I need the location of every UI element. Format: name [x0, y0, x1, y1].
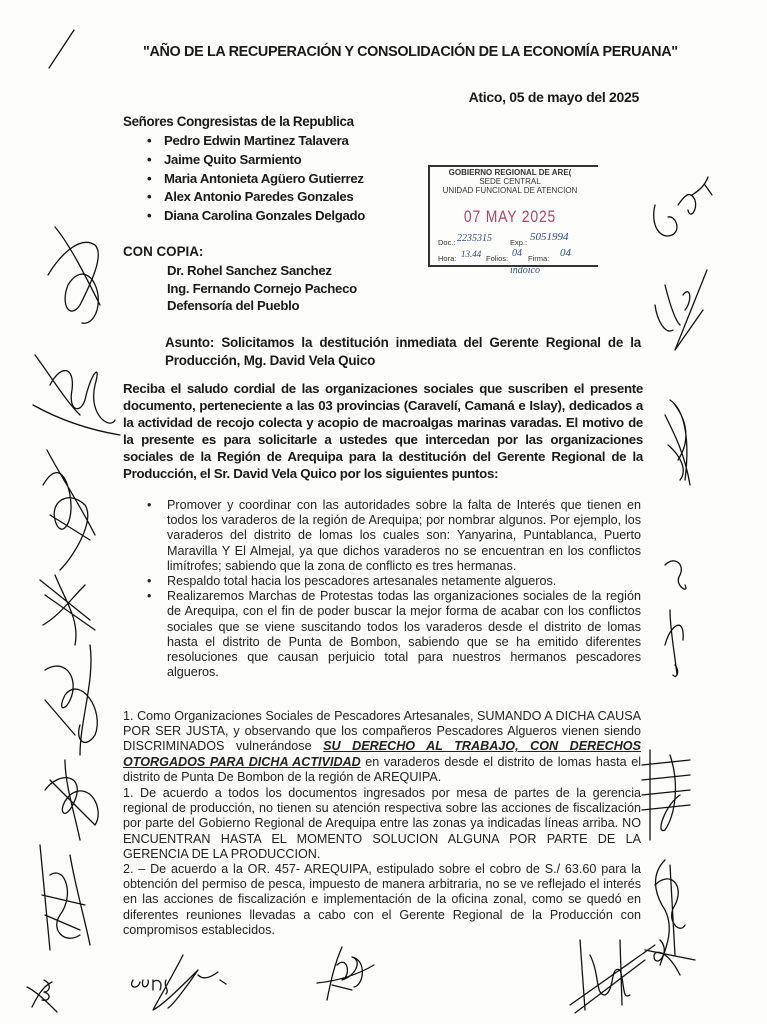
stamp-hora-value: 13.44: [461, 249, 482, 259]
signature-right-5: [640, 745, 700, 845]
place-date: Atico, 05 de mayo del 2025: [468, 89, 639, 105]
stamp-handwritten-note: indoico: [510, 265, 540, 276]
signature-right-1: [650, 175, 720, 265]
signature-right-3: [660, 395, 705, 495]
addressee-heading: Señores Congresistas de la Republica: [123, 114, 354, 129]
signature-left-5: [35, 640, 115, 760]
addressee-item: • Pedro Edwin Martinez Talavera: [147, 132, 365, 151]
signature-right-4: [655, 555, 705, 695]
stamp-doc-value: 2235315: [457, 233, 492, 244]
stamp-folios-value: 04: [512, 248, 522, 259]
point-item: • Promover y coordinar con las autoridades sobre la falta de Interés que tienen en todos los varaderos de la región de Arequipa; por nombrar algunos. Por ejemplo, los varaderos del distrito de lomas los cuales son: Yanyarina, Puntablanca, Puerto Maravilla Y El Almejal, ya que dichos varaderos no se encuentran en los conflictos limítrofes; sabiendo que la zona de conflicto es tres hermanas.: [147, 498, 641, 574]
stamp-line-1: GOBIERNO REGIONAL DE ARE(: [448, 168, 572, 177]
stamp-line-3: UNIDAD FUNCIONAL DE ATENCION: [442, 186, 578, 195]
point-item: • Respaldo total hacia los pescadores artesanales netamente algueros.: [147, 574, 641, 589]
paragraph-1-start: 1. Como Organizaciones Sociales de Pescadores Artesanales, SUMANDO A DICHA CAUSA POR SER JUSTA, y observando que los compañeros Pescadores Algueros vienen siendo DISCRIMINADOS vulnerándose: [123, 709, 641, 754]
addressee-item: • Maria Antonieta Agüero Gutierrez: [147, 170, 365, 189]
intro-paragraph: Reciba el saludo cordial de las organizaciones sociales que suscriben el presente documento, perteneciente a las 03 provincias (Caravelí, Camaná e Islay), dedicados a la actividad de recojo colecta y acopio de macroalgas marinas varadas. El motivo de la presente es para solicitarle a ustedes que intercedan por las organizaciones sociales de la Región de Arequipa para la destitución del Gerente Regional de la Producción, el Sr. David Vela Quico por los siguientes puntos:: [123, 381, 643, 482]
paragraph-1-end: en varaderos desde el distrito de lomas hasta el distrito de Punta De Bombon de la región de AREQUIPA.: [123, 754, 641, 784]
signature-left-7: [30, 835, 100, 955]
paragraph-3: 2. – De acuerdo a la OR. 457- AREQUIPA, estipulado sobre el cobro de S./ 63.60 para la obtención del permiso de pesca, impuesto de manera arbitraria, no se ve reflejado el interés en las acciones de fiscalización e implementación de la oficina zonal, como se quedó en diferentes reuniones llevadas a cabo con el Gerente Regional de la Producción con compromisos establecidos.: [123, 862, 641, 937]
addressee-list: [147, 132, 365, 226]
signature-right-2: [645, 265, 715, 355]
margin-slash-mark: [40, 22, 80, 72]
signature-left-6: [35, 755, 115, 845]
paragraph-1-emphasis: SU DERECHO AL TRABAJO, CON DERECHOS OTORGADOS PARA DICHA ACTIVIDAD: [123, 739, 641, 769]
stamp-doc-label: Doc.:: [438, 238, 456, 247]
signature-left-3: [35, 445, 105, 575]
copy-item: Ing. Fernando Cornejo Pacheco: [167, 280, 357, 296]
signature-left-1: [40, 225, 115, 345]
stamp-firma-label: Firma:: [528, 254, 550, 263]
year-slogan: "AÑO DE LA RECUPERACIÓN Y CONSOLIDACIÓN DE LA ECONOMÍA PERUANA": [143, 44, 678, 60]
addressee-item: • Jaime Quito Sarmiento: [147, 151, 365, 170]
signature-left-2: [30, 345, 125, 445]
point-item: • Realizaremos Marchas de Protestas todas las organizaciones sociales de la región de Arequipa, con el fin de poder buscar la mejor forma de acabar con los conflictos sociales que se viene suscitando todos los varaderos desde el distrito de lomas hasta el distrito de Punta de Bombon, sabiendo que se ha emitido diferentes resoluciones que causan perjuicio total para nuestros hermanos pescadores algueros.: [147, 589, 641, 680]
stamp-firma-value: 04: [560, 247, 571, 259]
copy-item: Defensoría del Pueblo: [167, 298, 300, 313]
copy-list: [167, 262, 357, 315]
paragraph-1: [123, 709, 641, 785]
copy-item: Dr. Rohel Sanchez Sanchez: [167, 263, 332, 278]
signature-right-6: [640, 855, 705, 970]
paragraph-2: 1. De acuerdo a todos los documentos ingresados por mesa de partes de la gerencia regional de producción, no tienen su atención respectiva sobre las acciones de fiscalización por parte del Gobierno Regional de Arequipa entre las zonas ya indicadas líneas arriba. NO ENCUENTRAN HASTA EL MOMENTO SOLUCION ALGUNA POR PARTE DE LA GERENCIA DE LA PRODUCCION.: [123, 786, 641, 861]
stamp-date: 07 MAY 2025: [463, 207, 557, 226]
reception-stamp: [424, 159, 602, 277]
stamp-line-2: SEDE CENTRAL: [479, 177, 541, 186]
stamp-hora-label: Hora:: [438, 254, 457, 263]
addressee-item: • Diana Carolina Gonzales Delgado: [147, 207, 365, 226]
signature-left-4: [35, 570, 110, 650]
points-list: [147, 498, 641, 680]
subject-line: Asunto: Solicitamos la destitución inmediata del Gerente Regional de la Producción, Mg. David Vela Quico: [165, 335, 641, 368]
copy-heading: CON COPIA:: [123, 244, 204, 259]
addressee-item: • Alex Antonio Paredes Gonzales: [147, 188, 365, 207]
stamp-exp-label: Exp.:: [510, 238, 528, 247]
signature-left-8: [22, 972, 62, 1017]
signature-bottom-2: [312, 945, 387, 1005]
stamp-exp-value: 5051994: [530, 231, 569, 243]
stamp-folios-label: Folios:: [486, 254, 509, 263]
signature-bottom-1: [128, 950, 238, 1015]
